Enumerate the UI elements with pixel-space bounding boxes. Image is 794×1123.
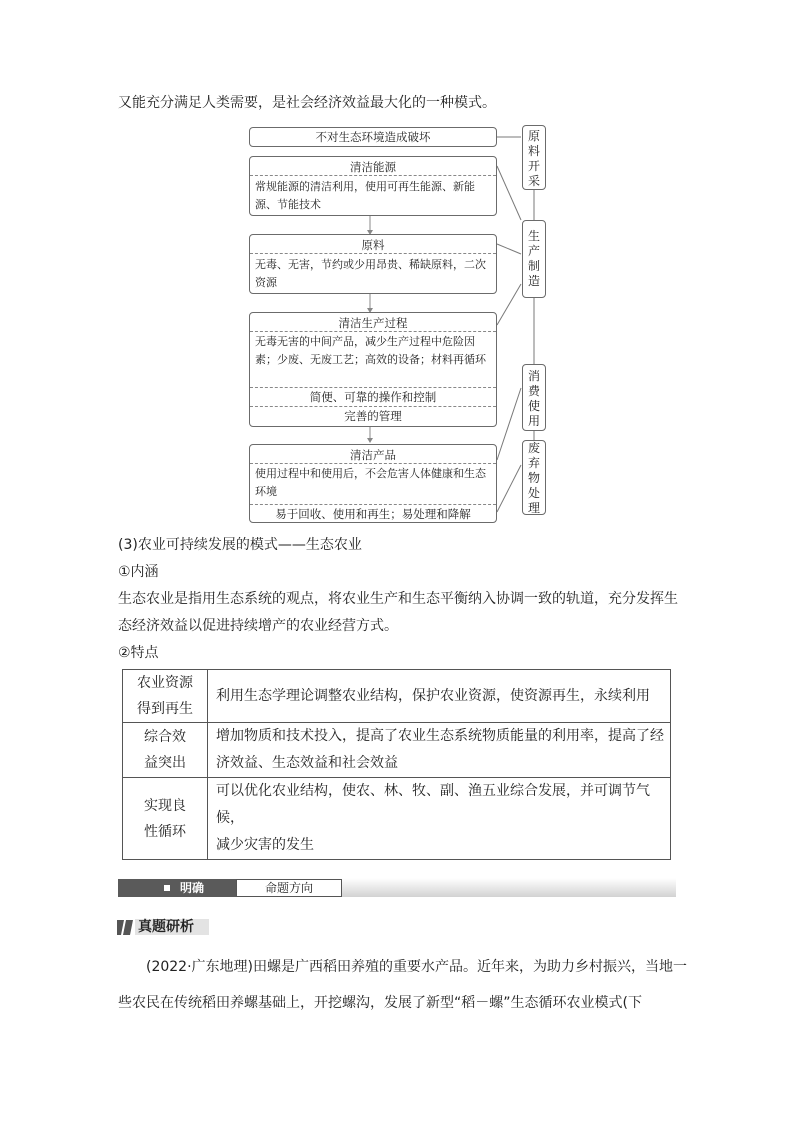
flow-box-sub: 易于回收、使用和再生；易处理和降解 [275,507,471,521]
flow-box-raw-material [249,234,497,294]
flow-box-clean-product [249,444,497,523]
square-bullet-icon [164,885,170,891]
side-label-waste-treatment: 废 弃 物 处 理 [522,440,546,515]
table-key-cell: 实现良 性循环 [123,778,208,860]
heading-marker-icon [117,920,133,935]
flow-box-clean-process [249,312,497,427]
study-heading-text: 真题研析 [138,919,194,935]
table-value-cell: 利用生态学理论调整农业结构，保护农业资源，使资源再生，永续利用 [208,670,671,723]
table-row [123,778,671,860]
table-value-cell: 可以优化农业结构，使农、林、牧、副、渔五业综合发展，并可调节气候， 减少灾害的发生 [208,778,671,860]
study-heading [117,917,209,937]
flow-box-body: 常规能源的清洁利用，使用可再生能源、新能源、节能技术 [255,180,475,211]
flow-box-title: 不对生态环境造成破坏 [315,130,431,144]
section-bar-right-label: 命题方向 [236,879,342,897]
question-line: (2022·广东地理)田螺是广西稻田养殖的重要水产品。近年来，为助力乡村振兴，当地一 [146,959,688,975]
subheading-features: ②特点 [118,645,159,661]
section-title: (3)农业可持续发展的模式——生态农业 [118,537,362,553]
side-label-consumption: 消 费 使 用 [522,364,546,431]
intro-text: 又能充分满足人类需要，是社会经济效益最大化的一种模式。 [118,95,496,111]
flow-box-title: 清洁产品 [350,448,396,462]
question-line: 些农民在传统稻田养螺基础上，开挖螺沟，发展了新型“稻－螺”生态循环农业模式(下 [118,995,642,1011]
paragraph-line: 生态农业是指用生态系统的观点，将农业生产和生态平衡纳入协调一致的轨道，充分发挥生 [118,591,678,607]
section-bar-tag [118,879,236,897]
flow-box-title: 清洁能源 [350,160,396,174]
flow-box-no-damage [249,127,497,147]
flow-box-body: 使用过程中和使用后，不会危害人体健康和生态环境 [255,467,486,498]
subheading-connotation: ①内涵 [118,564,159,580]
flow-box-clean-energy [249,156,497,216]
flow-box-title: 原料 [361,238,385,252]
flow-box-title: 清洁生产过程 [338,316,408,330]
table-row [123,723,671,778]
table-value-cell: 增加物质和技术投入，提高了农业生态系统物质能量的利用率，提高了经 济效益、生态效益和社会效益 [208,723,671,778]
section-bar-left-label: 明确 [180,881,205,895]
flow-box-sub: 简便、可靠的操作和控制 [309,390,437,404]
features-table [122,669,671,860]
flow-box-body: 无毒无害的中间产品，减少生产过程中危险因素；少废、无废工艺；高效的设备；材料再循环 [255,335,486,366]
side-label-production: 生 产 制 造 [522,220,546,298]
table-key-cell: 农业资源 得到再生 [123,670,208,723]
table-key-cell: 综合效 益突出 [123,723,208,778]
paragraph-line: 态经济效益以促进持续增产的农业经营方式。 [118,618,398,634]
side-label-raw-mining: 原 料 开 采 [522,125,546,190]
table-row [123,670,671,723]
flow-box-body: 无毒、无害，节约或少用昂贵、稀缺原料，二次资源 [255,258,486,289]
flow-box-sub: 完善的管理 [344,409,402,423]
